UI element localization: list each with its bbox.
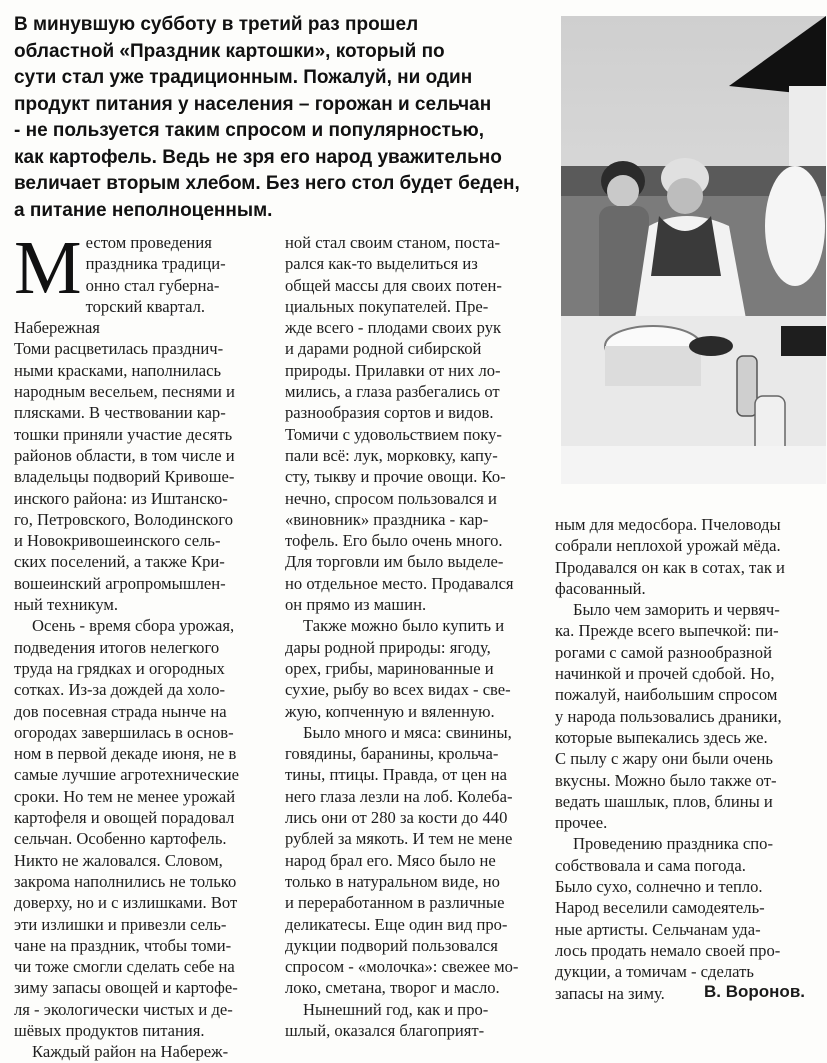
paragraph-5: Также можно было купить и дары родной природы: ягоду, орех, грибы, маринованные и сухие, рыбу во всех видах - све- жую, копченную и вяленную. [285,616,511,721]
paragraph-4: ной стал своим станом, поста- рался как-то выделиться из общей массы для своих потен- циальных покупателей. Пре- жде всего - плодами своих рук и дарами родной сибирской природы. Прилавки от них ло- мились, а глаза разбегались от разнообразия сортов и видов. Томичи с удовольствием поку- пали всё: лук, морковку, капу- сту, тыкву и прочие овощи. Ко- нечно, спросом пользовался и «виновник» праздника - кар- тофель. Его было очень много. Для торговли им было выделе- но отдельное место. Продавался он прямо из машин. [285,233,514,615]
text-column-2 [285,232,539,1041]
text-column-3 [555,514,813,1004]
author-signature: В. Воронов. [704,982,805,1001]
paragraph-7: Нынешний год, как и про- шлый, оказался благоприят- [285,999,489,1040]
paragraph-6: Было много и мяса: свинины, говядины, баранины, крольча- тины, птицы. Правда, от цен на него глаза лезли на лоб. Колеба- лись они от 280 за кости до 440 рублей за мякоть. И тем не мене народ брал его. Мясо было не только в натуральном виде, но и переработанном в различные деликатесы. Еще один вид про- дукции подворий пользовался спросом - «молочка»: свежее мо- локо, сметана, творог и масло. [285,722,519,998]
article-lead: В минувшую субботу в третий раз прошел областной «Праздник картошки», который по сути стал уже традиционным. Пожалуй, ни один продукт питания у населения – горожан и сельчан - не пользуется таким спросом и популярностью, как картофель. Ведь не зря его народ уважительно величает вторым хлебом. Без него стол будет беден, а питание неполноценным. [14,14,520,221]
paragraph-1 [14,226,269,615]
paragraph-8: ным для медосбора. Пчеловоды собрали неплохой урожай мёда. Продавался он как в сотах, так и фасованный. [555,515,785,598]
paragraph-10: Проведению праздника спо- собствовала и сама погода. Было сухо, солнечно и тепло. Народ веселили самодеятель- ные артисты. Сельчанам уда- лось продать немало своей про- дукции, а томичам - сделать запасы на зиму. [555,834,781,1003]
paragraph-9: Было чем заморить и червяч- ка. Прежде всего выпечкой: пи- рогами с самой разнообразной начинкой и прочей сдобой. Но, пожалуй, наибольшим спросом у народа пользовались драники, которые выпекались здесь же. С пылу с жару они были очень вкусны. Можно было также от- ведать шашлык, плов, блины и прочее. [555,600,782,833]
paragraph-3: Каждый район на Набереж- [32,1042,229,1062]
photo-vendors-at-stall [561,16,826,484]
paragraph-2: Осень - время сбора урожая, подведения итогов нелегкого труда на грядках и огородных сотках. Из-за дождей да холо- дов посевная страда нынче на огородах завершилась в основ- ном в первой декаде июня, не в самые лучшие агротехнические сроки. Но тем не менее урожай картофеля и овощей порадовал сельчан. Особенно картофель. Никто не жаловался. Словом, закрома наполнились не только доверху, но и с излишками. Вот эти излишки и привезли сель- чане на праздник, чтобы томи- чи тоже смогли сделать себе на зиму запасы овощей и картофе- ля - экологически чистых и де- шёвых продуктов питания. [14,616,239,1040]
drop-cap: М [14,226,82,310]
paragraph-1-text: естом проведения праздника традици- онно стал губерна- торский квартал. Набережная Томи расцветилась празднич- ными красками, наполнилась народным весельем, песнями и плясками. В чествовании кар- тошки приняли участие десять районов области, в том числе и владельцы подворий Кривоше- инского района: из Иштанско- го, Петровского, Володинского и Новокривошеинского сель- ских поселений, а также Кри- вошеинский агропромышлен- ный техникум. [14,233,235,615]
text-column-1 [14,226,269,1063]
article-photo [561,16,826,484]
